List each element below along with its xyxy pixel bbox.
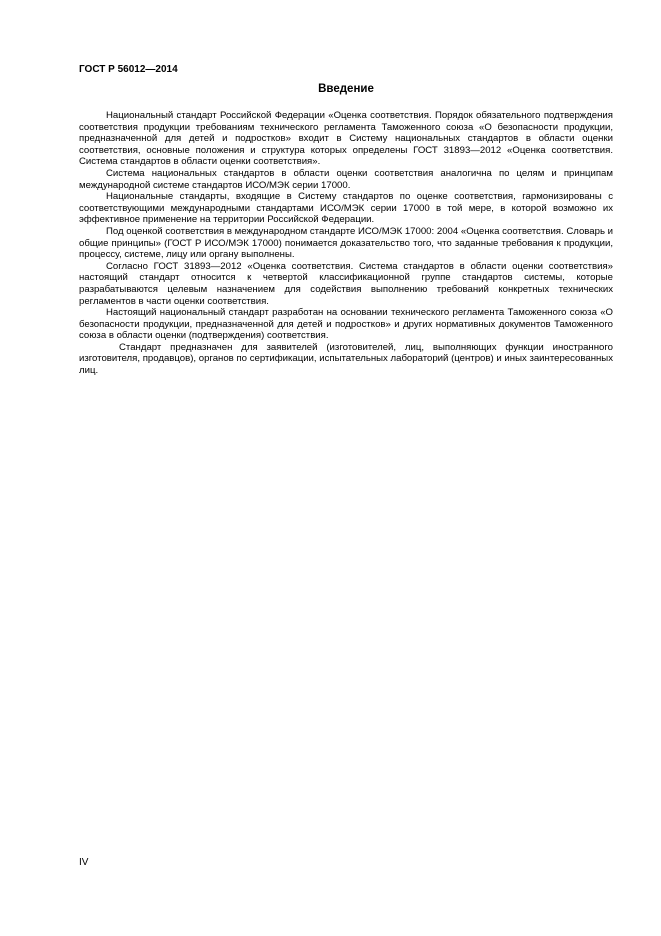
paragraph-3: Национальные стандарты, входящие в Систему стандартов по оценке соответствия, гармонизированы с соответствующими международными стандартами ИСО/МЭК серии 17000 в той мере, в которой возможно их эффективное применение на территории Российской Федерации. — [79, 191, 613, 226]
paragraph-4: Под оценкой соответствия в международном стандарте ИСО/МЭК 17000: 2004 «Оценка соответствия. Словарь и общие принципы» (ГОСТ Р ИСО/МЭК 17000) понимается доказательство того, что заданные требования к продукции, процессу, системе, лицу или органу выполнены. — [79, 225, 613, 261]
paragraph-1: Национальный стандарт Российской Федерации «Оценка соответствия. Порядок обязательного подтверждения соответствия продукции требованиям технического регламента Таможенного союза «О безопасности продукции, предназначенной для детей и подростков» входит в Систему национальных стандартов в области оценки соответствия, основные положения и структура которых определены ГОСТ 31893—2012 «Оценка соответствия. Система стандартов в области оценки соответствия». — [79, 110, 613, 168]
introduction-body — [79, 110, 613, 377]
document-identifier: ГОСТ Р 56012—2014 — [79, 64, 178, 75]
page-number: IV — [79, 857, 89, 868]
paragraph-2: Система национальных стандартов в области оценки соответствия аналогична по целям и принципам международной системе стандартов ИСО/МЭК серии 17000. — [79, 167, 613, 191]
paragraph-6: Настоящий национальный стандарт разработан на основании технического регламента Таможенного союза «О безопасности продукции, предназначенной для детей и подростков» и других нормативных документов Таможенного союза в области оценки (подтверждения) соответствия. — [79, 307, 613, 342]
section-title: Введение — [318, 83, 374, 95]
paragraph-5: Согласно ГОСТ 31893—2012 «Оценка соответствия. Система стандартов в области оценки соответствия» настоящий стандарт относится к четвертой классификационной группе стандартов системы, которые разрабатываются целевым назначением для содействия выполнению требований конкретных технических регламентов в части оценки соответствия. — [79, 260, 613, 307]
paragraph-7: Стандарт предназначен для заявителей (изготовителей, лиц, выполняющих функции иностранного изготовителя, продавцов), органов по сертификации, испытательных лабораторий (центров) и иных заинтересованных лиц. — [79, 341, 613, 377]
